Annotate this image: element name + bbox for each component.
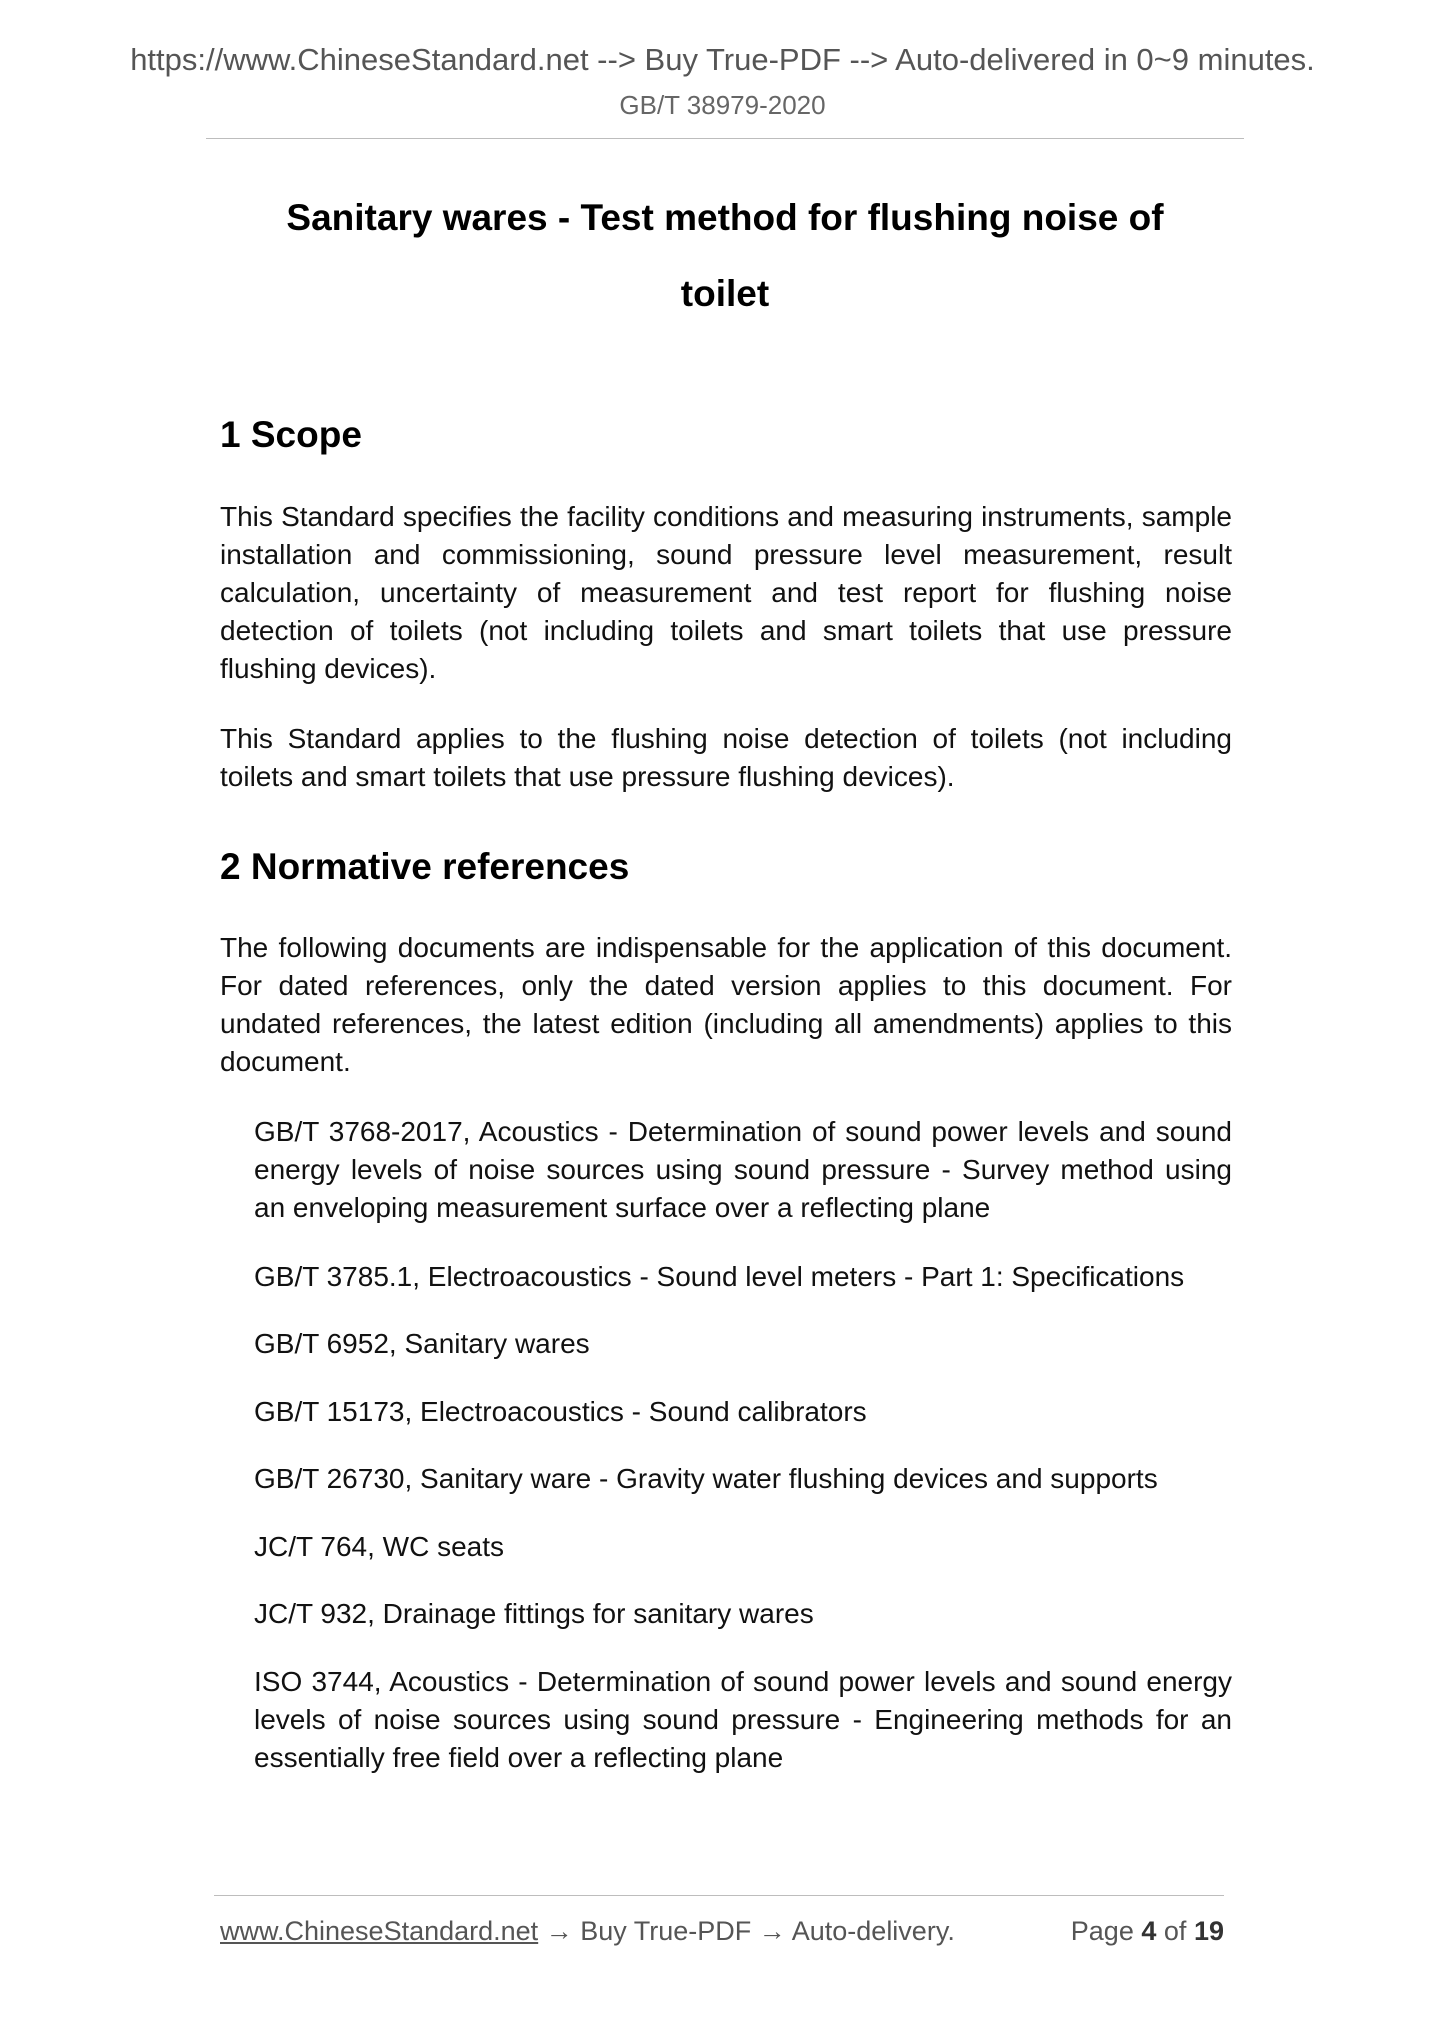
footer-delivery-text: → Buy True-PDF → Auto-delivery. [538,1916,955,1946]
source-banner: https://www.ChineseStandard.net --> Buy True-PDF --> Auto-delivered in 0~9 minutes. [130,42,1315,77]
header-divider [206,138,1244,139]
scope-paragraph-1: This Standard specifies the facility conditions and measuring instruments, sample installation and commissioning, sound pressure level measurement, result calculation, uncertainty of measurement and test report for flushing noise detection of toilets (not including toilets and smart toilets that use pressure flushing devices). [220,501,1232,684]
reference-item: JC/T 932, Drainage fittings for sanitary wares [254,1598,814,1629]
footer-site-link[interactable]: www.ChineseStandard.net [220,1916,539,1946]
reference-item: GB/T 26730, Sanitary ware - Gravity water flushing devices and supports [254,1463,1158,1494]
section-heading-normative-references: 2 Normative references [220,846,630,887]
page-footer [220,1913,1224,1949]
reference-item: GB/T 3768-2017, Acoustics - Determination of sound power levels and sound energy levels of noise sources using sound pressure - Survey method using an enveloping measurement surface over a reflecting plane [254,1116,1232,1223]
reference-item: ISO 3744, Acoustics - Determination of sound power levels and sound energy levels of noise sources using sound pressure - Engineering methods for an essentially free field over a reflecting plane [254,1666,1232,1773]
title-line-2: toilet [680,273,770,314]
current-page-number: 4 [1141,1916,1157,1946]
document-title [206,180,1244,332]
scope-paragraph-2: This Standard applies to the flushing noise detection of toilets (not including toilets and smart toilets that use pressure flushing devices). [220,723,1232,792]
reference-item: JC/T 764, WC seats [254,1531,505,1562]
page-indicator [1071,1913,1224,1949]
title-line-1: Sanitary wares - Test method for flushing noise of [286,197,1164,238]
of-label: of [1163,1916,1187,1946]
footer-divider [214,1895,1224,1896]
reference-item: GB/T 3785.1, Electroacoustics - Sound level meters - Part 1: Specifications [254,1261,1185,1292]
page-label: Page [1070,1916,1134,1946]
reference-item: GB/T 6952, Sanitary wares [254,1328,590,1359]
normative-references-intro: The following documents are indispensable for the application of this document. For dated references, only the dated version applies to this document. For undated references, the latest edition (including all amendments) applies to this document. [220,932,1232,1077]
document-code: GB/T 38979-2020 [619,90,826,120]
total-pages-number: 19 [1193,1916,1224,1946]
section-heading-scope: 1 Scope [220,414,362,455]
reference-item: GB/T 15173, Electroacoustics - Sound calibrators [254,1396,867,1427]
